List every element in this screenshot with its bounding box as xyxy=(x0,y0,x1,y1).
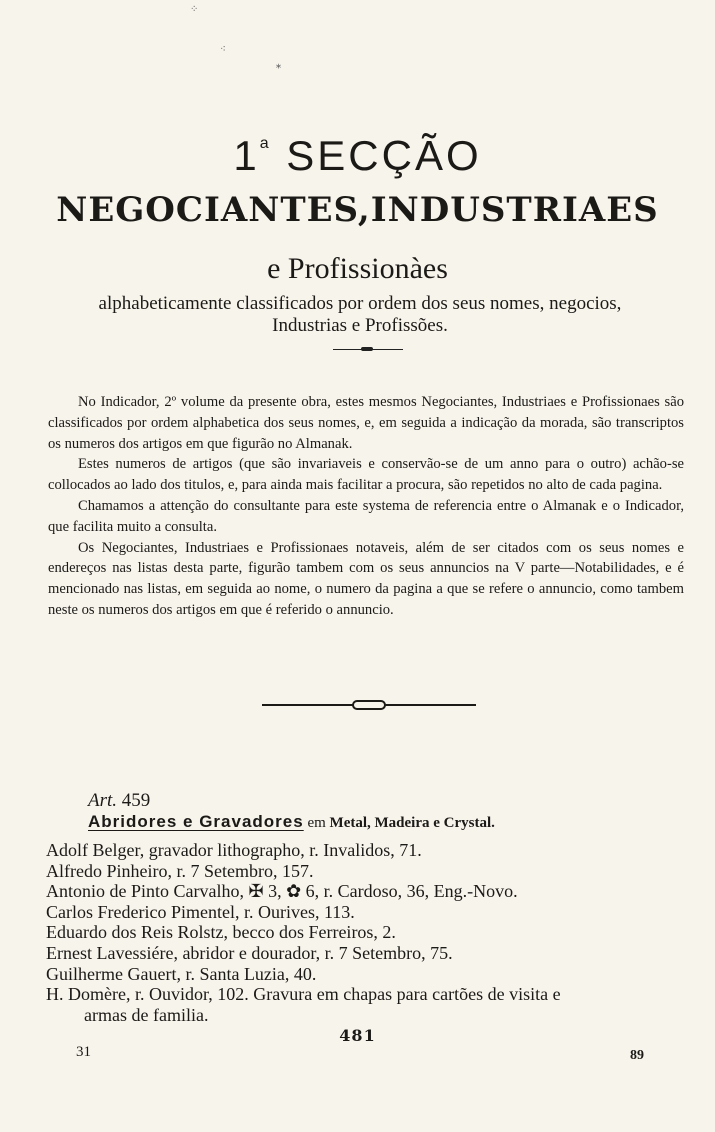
section-description: alphabeticamente classificados por ordem dos seus nomes, negocios, Industrias e Profissões. xyxy=(98,293,622,336)
list-item: Guilherme Gauert, r. Santa Luzia, 40. xyxy=(46,963,317,984)
paragraph: Os Negociantes, Industriaes e Profissionaes notaveis, além de ser citados com os seus nomes e endereços nas listas desta parte, figurão tambem com os seus annuncios na V parte—Notabilidades, e é mencionado nas listas, em seguida ao nome, o numero da pagina a que se refere o annuncio, como tambem neste os numeros dos artigos em que é referido o annuncio. xyxy=(48,539,684,618)
divider-rule xyxy=(333,349,403,350)
list-item: Carlos Frederico Pimentel, r. Ourives, 113. xyxy=(46,901,355,922)
list-item: Antonio de Pinto Carvalho, ✠ 3, ✿ 6, r. Cardoso, 36, Eng.-Novo. xyxy=(46,881,518,902)
list-item: Adolf Belger, gravador lithographo, r. Invalidos, 71. xyxy=(46,840,422,860)
list-item: Eduardo dos Reis Rolstz, becco dos Ferreiros, 2. xyxy=(46,922,396,943)
list-item-continuation: armas de familia. xyxy=(84,1004,209,1025)
section-word: SECÇÃO xyxy=(286,132,482,179)
print-speck: ⁎ xyxy=(276,60,281,71)
footer-right-mark: 89 xyxy=(630,1048,644,1063)
paragraph: Chamamos a attenção do consultante para este systema de referencia entre o Almanak e o Indicador, que facilita muito a consulta. xyxy=(48,497,684,535)
paragraph: Estes numeros de artigos (que são invariaveis e conservão-se de um anno para o outro) achão-se collocados ao lado dos titulos, e, para ainda mais facilitar a procura, são repetidos no alto de cada pagina. xyxy=(48,456,684,494)
print-speck: ⁖ xyxy=(220,44,226,55)
heading-em: em xyxy=(307,815,326,831)
section-subtitle: e Profissionàes xyxy=(267,252,448,285)
heading-rest: Metal, xyxy=(329,815,371,831)
article-heading xyxy=(88,812,495,832)
article-label xyxy=(88,790,150,812)
section-heading xyxy=(0,132,715,180)
entry-list xyxy=(46,840,686,1025)
section-number: 1 xyxy=(233,132,260,179)
page-number: 481 xyxy=(339,1026,376,1045)
section-title: NEGOCIANTES,INDUSTRIAES xyxy=(56,190,659,230)
article-prefix: Art. xyxy=(88,790,118,811)
intro-text xyxy=(48,392,684,621)
paragraph: No Indicador, 2º volume da presente obra, estes mesmos Negociantes, Industriaes e Profissionaes são classificados por ordem alphabetica dos seus nomes, e, em seguida a indicação da morada, são transcriptos os numeros dos artigos em que figurão no Almanak. xyxy=(48,394,684,452)
section-ordinal: a xyxy=(259,135,272,152)
list-item: Alfredo Pinheiro, r. 7 Setembro, 157. xyxy=(46,860,314,881)
print-speck: ⁘ xyxy=(190,4,199,15)
heading-tail: Madeira e Crystal. xyxy=(374,815,495,831)
list-item: H. Domère, r. Ouvidor, 102. Gravura em chapas para cartões de visita e xyxy=(46,984,561,1005)
heading-main: Abridores e Gravadores xyxy=(88,812,304,831)
list-item: Ernest Lavessiére, abridor e dourador, r. 7 Setembro, 75. xyxy=(46,942,453,963)
ornament-divider xyxy=(262,700,476,710)
article-number: 459 xyxy=(121,790,151,811)
footer-left-mark: 31 xyxy=(76,1044,91,1060)
